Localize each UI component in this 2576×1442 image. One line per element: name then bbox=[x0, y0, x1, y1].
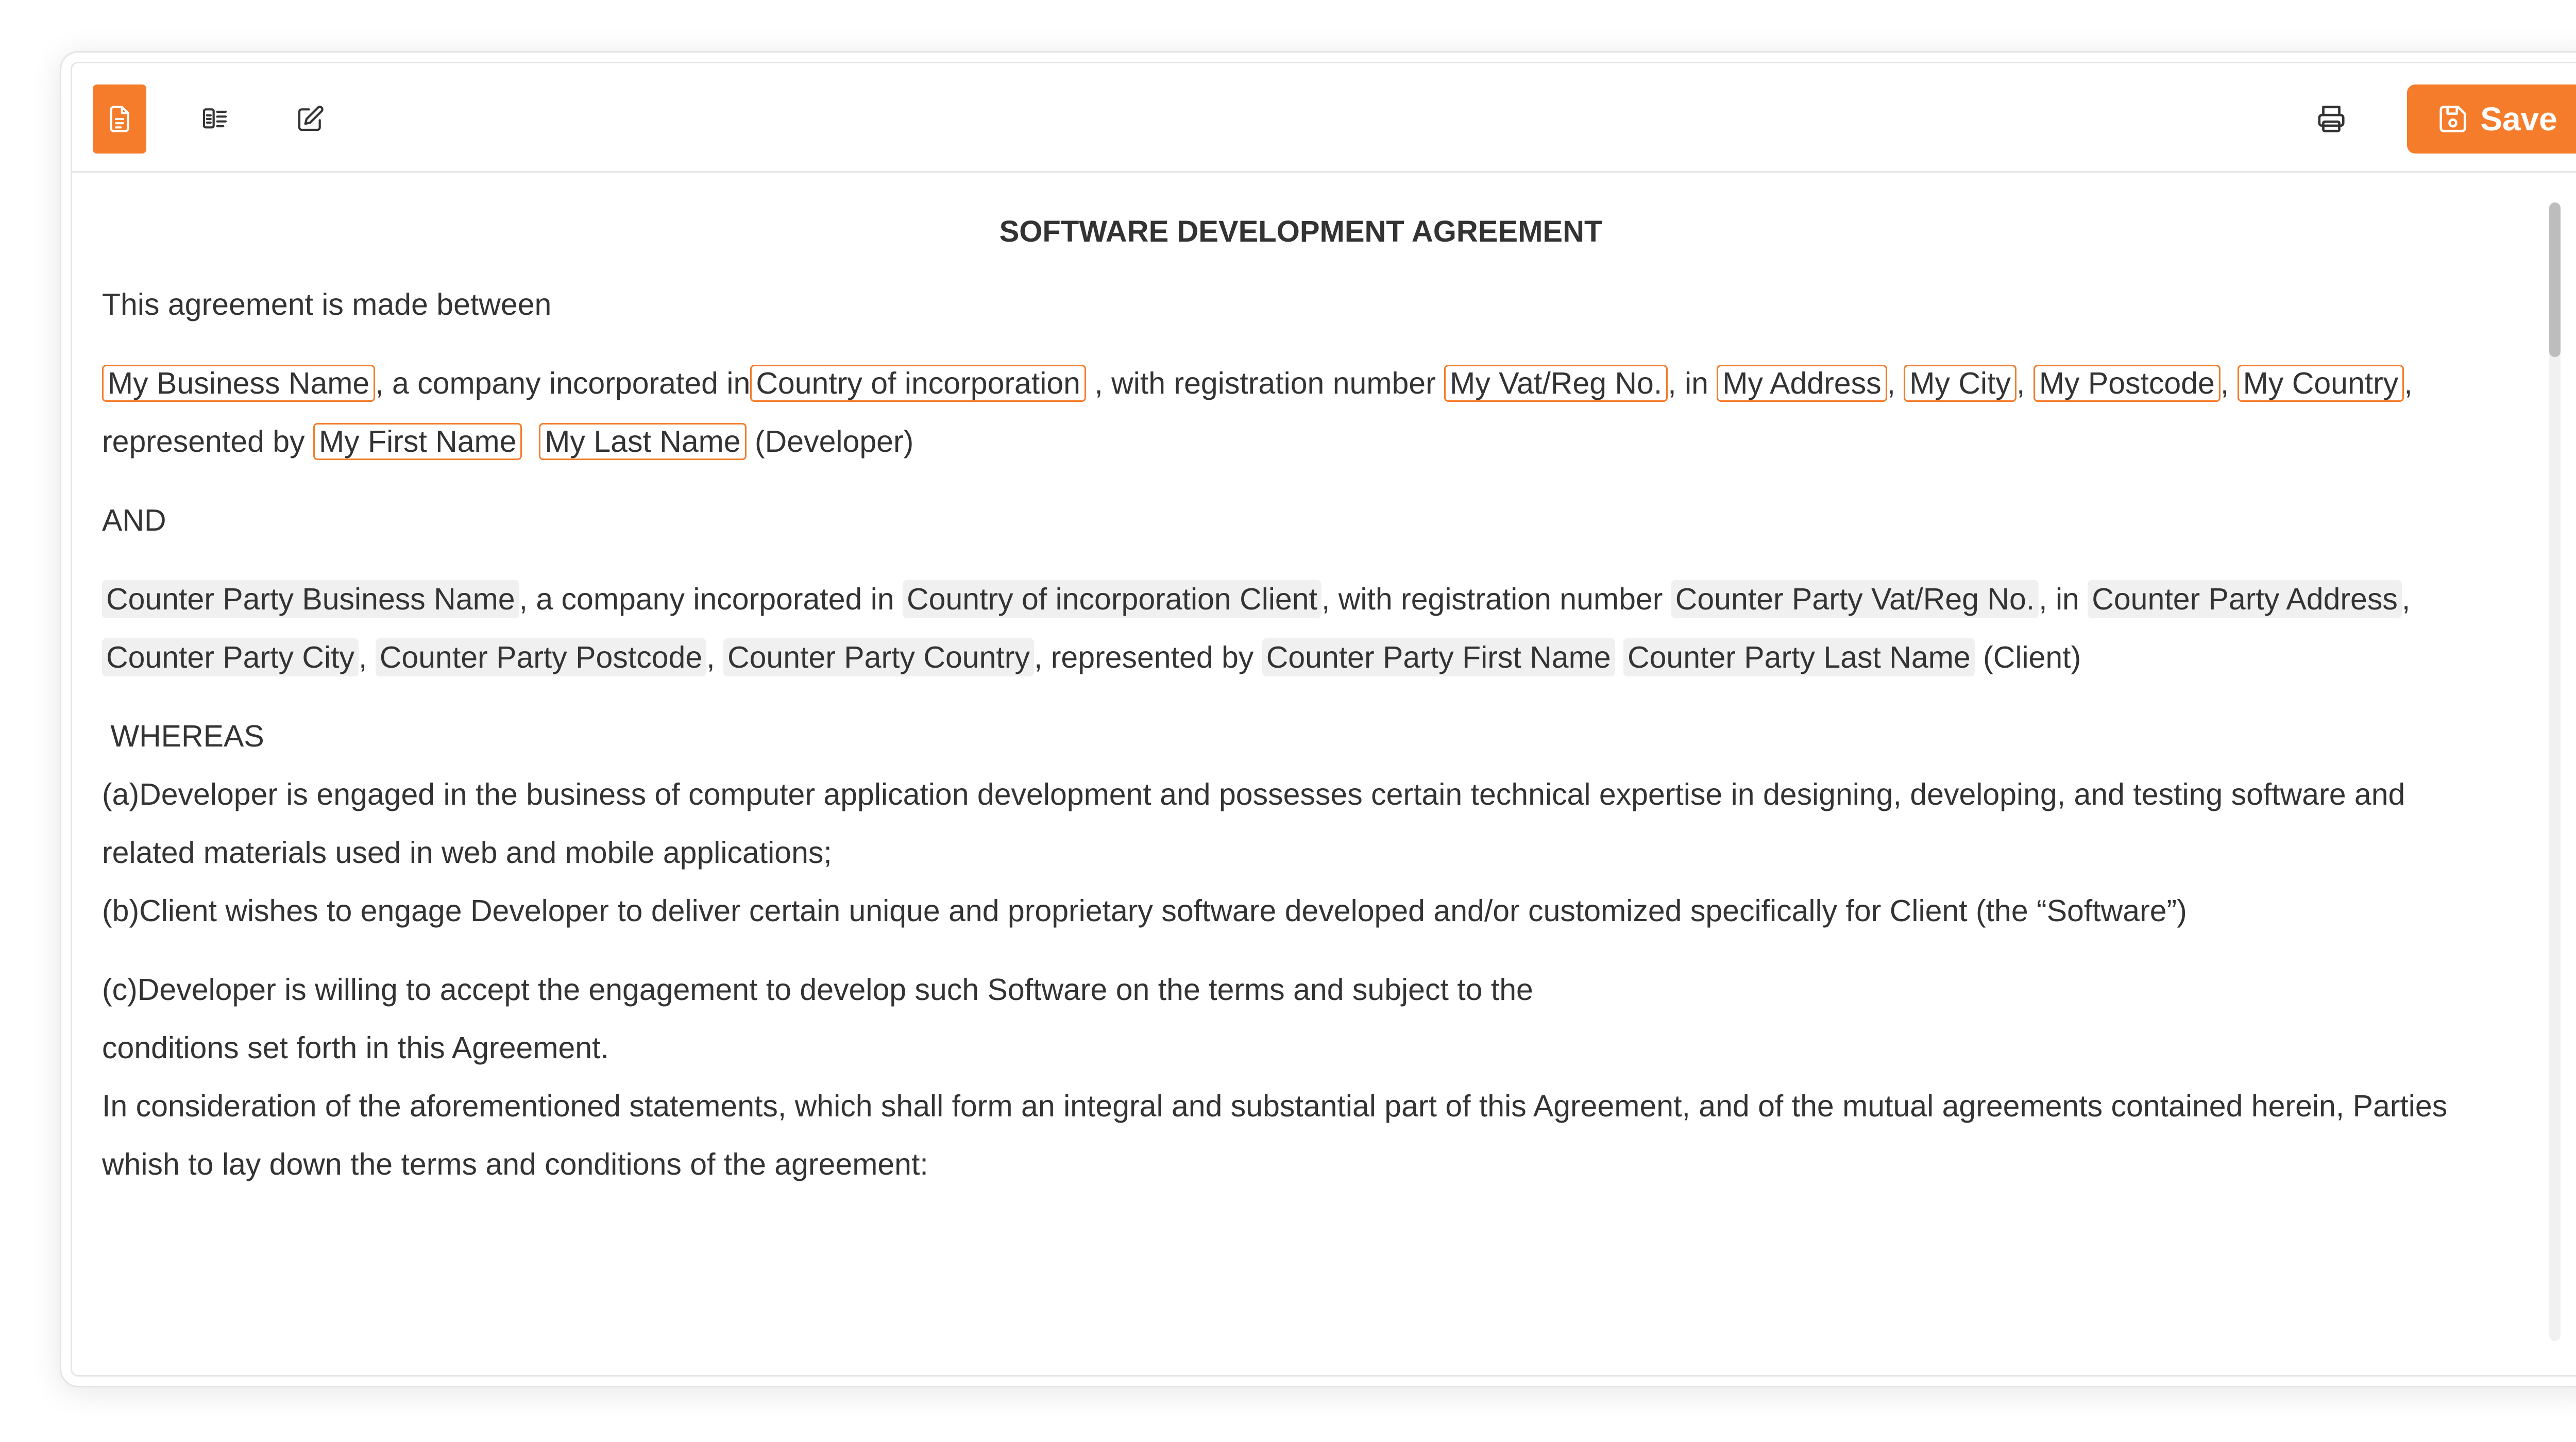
developer-first-name-field[interactable]: My First Name bbox=[313, 423, 522, 460]
edit-icon bbox=[296, 105, 325, 133]
clause-b: (b)Client wishes to engage Developer to deliver certain unique and proprietary software developed and/or customized specifically for Client (the “Software”) bbox=[102, 894, 2187, 928]
print-button[interactable] bbox=[2311, 98, 2352, 140]
client-country-field[interactable]: Country of incorporation Client bbox=[903, 580, 1321, 618]
print-icon bbox=[2315, 103, 2347, 135]
developer-country-field[interactable]: Country of incorporation bbox=[750, 365, 1086, 402]
toolbar bbox=[72, 63, 2576, 173]
document-content[interactable] bbox=[72, 173, 2576, 1375]
developer-vat-field[interactable]: My Vat/Reg No. bbox=[1444, 365, 1668, 402]
save-label: Save bbox=[2480, 100, 2557, 138]
client-postcode-field[interactable]: Counter Party Postcode bbox=[376, 638, 706, 676]
and-label: AND bbox=[102, 503, 166, 537]
developer-paragraph bbox=[102, 354, 2500, 471]
text: , represented by bbox=[1033, 640, 1262, 674]
client-country-name-field[interactable]: Counter Party Country bbox=[723, 638, 1034, 676]
text: , a company incorporated in bbox=[519, 582, 903, 616]
editor-card bbox=[71, 62, 2576, 1377]
text: (Client) bbox=[1974, 640, 2081, 674]
developer-last-name-field[interactable]: My Last Name bbox=[539, 423, 746, 460]
client-vat-field[interactable]: Counter Party Vat/Reg No. bbox=[1671, 580, 2039, 618]
developer-business-name-field[interactable]: My Business Name bbox=[102, 365, 375, 402]
editor-window bbox=[60, 51, 2576, 1387]
save-button[interactable] bbox=[2407, 84, 2576, 154]
text: , represented by bbox=[102, 366, 2413, 459]
document-title: SOFTWARE DEVELOPMENT AGREEMENT bbox=[999, 215, 1603, 248]
text: , bbox=[2016, 366, 2033, 400]
text: , bbox=[1887, 366, 1904, 400]
compare-icon bbox=[200, 105, 229, 133]
whereas-heading: WHEREAS bbox=[102, 719, 264, 753]
save-icon bbox=[2437, 103, 2469, 135]
scrollbar-thumb[interactable] bbox=[2549, 202, 2561, 357]
client-business-name-field[interactable]: Counter Party Business Name bbox=[102, 580, 519, 618]
edit-view-button[interactable] bbox=[283, 84, 337, 154]
client-address-field[interactable]: Counter Party Address bbox=[2088, 580, 2402, 618]
text: , in bbox=[1668, 366, 1717, 400]
clause-a: (a)Developer is engaged in the business of computer application development and possesses certain technical expertise in designing, developing, and testing software and related materials used in web and mobile applications; bbox=[102, 777, 2405, 870]
text: , a company incorporated in bbox=[375, 366, 751, 400]
intro-paragraph: This agreement is made between bbox=[102, 287, 552, 321]
text: , in bbox=[2039, 582, 2088, 616]
text: , bbox=[706, 640, 723, 674]
document-body[interactable] bbox=[102, 276, 2500, 1194]
client-paragraph bbox=[102, 570, 2500, 687]
client-first-name-field[interactable]: Counter Party First Name bbox=[1262, 638, 1615, 676]
compare-view-button[interactable] bbox=[188, 84, 242, 154]
text: , with registration number bbox=[1321, 582, 1671, 616]
developer-postcode-field[interactable]: My Postcode bbox=[2033, 365, 2221, 402]
client-last-name-field[interactable]: Counter Party Last Name bbox=[1623, 638, 1975, 676]
developer-city-field[interactable]: My City bbox=[1904, 365, 2016, 402]
clause-c-line-1: (c)Developer is willing to accept the engagement to develop such Software on the terms and subject to the bbox=[102, 973, 1533, 1007]
text: (Developer) bbox=[746, 425, 914, 459]
text: , with registration number bbox=[1086, 366, 1445, 400]
clause-c-line-2: conditions set forth in this Agreement. bbox=[102, 1031, 609, 1065]
scrollbar[interactable] bbox=[2549, 202, 2561, 1341]
developer-address-field[interactable]: My Address bbox=[1717, 365, 1887, 402]
client-city-field[interactable]: Counter Party City bbox=[102, 638, 359, 676]
consideration-paragraph: In consideration of the aforementioned statements, which shall form an integral and substantial part of this Agreement, and of the mutual agreements contained herein, Parties whish to lay down the terms and conditions of the agreement: bbox=[102, 1089, 2448, 1181]
text: , bbox=[2401, 582, 2411, 616]
text: , bbox=[2220, 366, 2238, 400]
document-icon bbox=[105, 105, 134, 133]
document-view-button[interactable] bbox=[93, 84, 146, 154]
developer-country-name-field[interactable]: My Country bbox=[2238, 365, 2404, 402]
text: , bbox=[359, 640, 376, 674]
